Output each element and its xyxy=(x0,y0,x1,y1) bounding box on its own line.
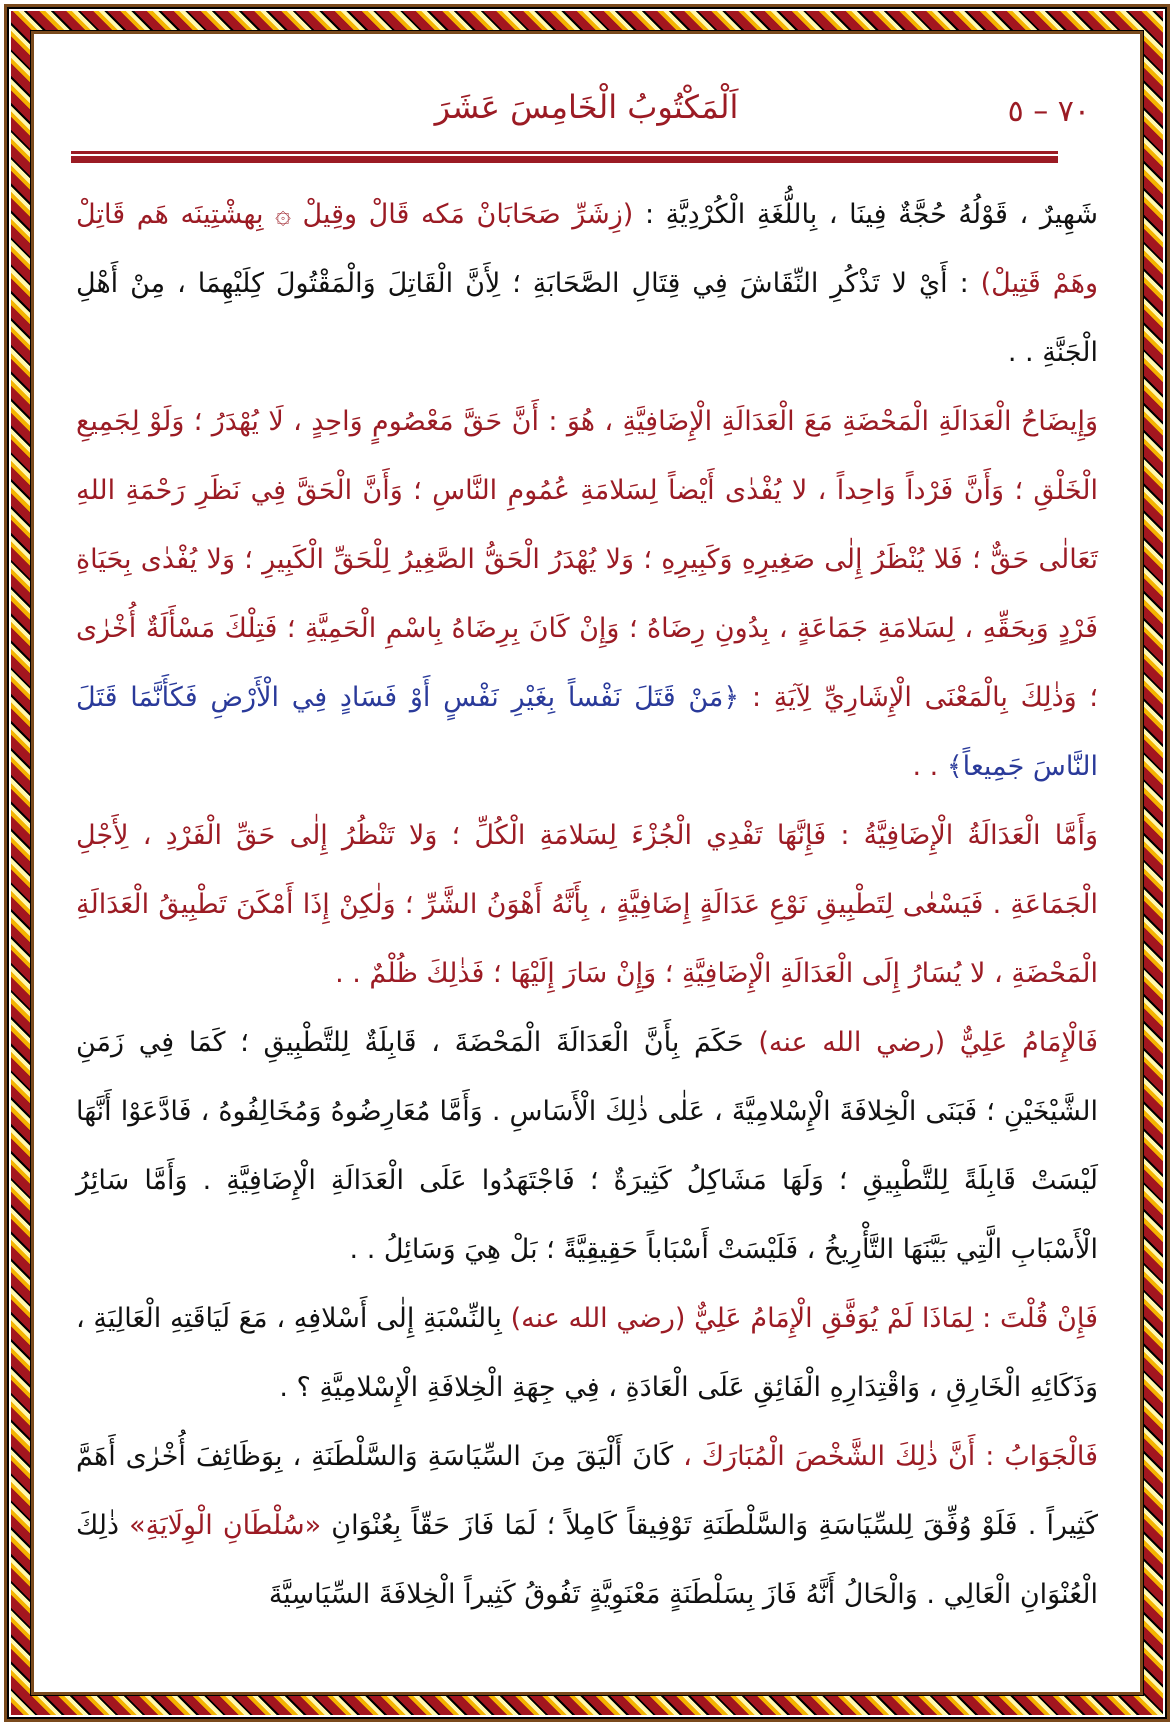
paragraph xyxy=(76,801,1098,1008)
page-title: اَلْمَكْتُوبُ الْخَامِسَ عَشَرَ xyxy=(434,88,739,126)
paragraph xyxy=(76,180,1098,387)
paragraph xyxy=(76,387,1098,801)
body-text: حَكَمَ بِأَنَّ الْعَدَالَةَ الْمَحْضَةَ ، قَابِلَةٌ لِلتَّطْبِيقِ ؛ كَمَا فِي زَمَنِ الشَّيْخَيْنِ ؛ فَبَنَى الْخِلافَةَ الْإِسْلامِيَّةَ ، عَلٰى ذٰلِكَ الْأَسَاسِ . وَأَمَّا مُعَارِضُوهُ وَمُخَالِفُوهُ ، فَادَّعَوْا أَنَّهَا لَيْسَتْ قَابِلَةً لِلتَّطْبِيقِ ؛ وَلَهَا مَشَاكِلُ كَثِيرَةٌ ؛ فَاجْتَهَدُوا عَلَى الْعَدَالَةِ الْإِضَافِيَّةِ . وَأَمَّا سَائِرُ الْأَسْبَابِ الَّتِي بَيَّنَهَا التَّأْرِيخُ ، فَلَيْسَتْ أَسْبَاباً حَقِيقِيَّةً ؛ بَلْ هِيَ وَسَائِلُ . . xyxy=(76,1027,1098,1265)
header-rule-thick xyxy=(71,156,1058,163)
body-text: كَانَ أَلْيَقَ مِنَ السِّيَاسَةِ وَالسَّلْطَنَةِ ، بِوَظَائِفَ أُخْرٰى أَهَمَّ كَثِيراً . فَلَوْ وُفِّقَ لِلسِّيَاسَةِ وَالسَّلْطَنَةِ تَوْفِيقاً كَامِلاً ؛ لَمَا فَازَ حَقّاً بِعُنْوَانِ xyxy=(76,1441,1098,1541)
emphasized-text: (زِشَرِّ صَحَابَانْ مَكه قَالْ وقِيلْ ۞ بِهشْتِينَه هَم قَاتِلْ وهَمْ قَتِيلْ) xyxy=(76,199,1098,299)
emphasized-text: وَأَمَّا الْعَدَالَةُ الْإِضَافِيَّةُ : فَإِنَّهَا تَفْدِي الْجُزْءَ لِسَلامَةِ الْكُلِّ ؛ وَلا تَنْظُرُ إِلٰى حَقِّ الْفَرْدِ ، لِأَجْلِ الْجَمَاعَةِ . فَيَسْعٰى لِتَطْبِيقِ نَوْعِ عَدَالَةٍ إِضَافِيَّةٍ ، بِأَنَّهُ أَهْوَنُ الشَّرِّ ؛ وَلٰكِنْ إِذَا أَمْكَنَ تَطْبِيقُ الْعَدَالَةِ الْمَحْضَةِ ، لا يُسَارُ إِلَى الْعَدَالَةِ الْإِضَافِيَّةِ ؛ وَإِنْ سَارَ إِلَيْهَا ؛ فَذٰلِكَ ظُلْمٌ . . xyxy=(76,820,1098,989)
body-text: شَهِيرٌ ، قَوْلُهُ حُجَّةٌ فِينَا ، بِاللُّغَةِ الْكُرْدِيَّةِ : xyxy=(633,199,1098,230)
emphasized-text: فَالْإِمَامُ عَلِيٌّ (رضي الله عنه) xyxy=(743,1027,1098,1058)
emphasized-text: . . xyxy=(912,751,947,782)
page-header xyxy=(71,88,1102,148)
paragraph xyxy=(76,1284,1098,1422)
emphasized-text: «سُلْطَانِ الْوِلَايَةِ» xyxy=(129,1510,322,1541)
quran-verse: ﴿مَنْ قَتَلَ نَفْساً بِغَيْرِ نَفْسٍ أَوْ فَسَادٍ فِي الْأَرْضِ فَكَأَنَّمَا قَتَلَ النَّاسَ جَمِيعاً﴾ xyxy=(76,682,1098,782)
emphasized-text: فَالْجَوَابُ : أَنَّ ذٰلِكَ الشَّخْصَ الْمُبَارَكَ ، xyxy=(673,1441,1098,1472)
page-number: ٧٠ – ٥ xyxy=(1007,94,1090,129)
paragraph xyxy=(76,1008,1098,1284)
body-text: : أَيْ لا تَذْكُرِ النِّقَاشَ فِي قِتَالِ الصَّحَابَةِ ؛ لِأَنَّ الْقَاتِلَ وَالْمَقْتُولَ كِلَيْهِمَا ، مِنْ أَهْلِ الْجَنَّةِ . . xyxy=(76,268,1098,368)
page-body xyxy=(76,180,1098,1629)
body-text: بِالنِّسْبَةِ إِلٰى أَسْلافِهِ ، مَعَ لَيَاقَتِهِ الْعَالِيَةِ ، وَذَكَائِهِ الْخَارِقِ ، وَاقْتِدَارِهِ الْفَائِقِ عَلَى الْعَادَةِ ، فِي جِهَةِ الْخِلافَةِ الْإِسْلامِيَّةِ ؟ . xyxy=(76,1303,1098,1403)
paragraph xyxy=(76,1422,1098,1629)
header-rule-thin xyxy=(71,151,1058,154)
emphasized-text: وَإِيضَاحُ الْعَدَالَةِ الْمَحْضَةِ مَعَ الْعَدَالَةِ الْإِضَافِيَّةِ ، هُوَ : أَنَّ حَقَّ مَعْصُومٍ وَاحِدٍ ، لَا يُهْدَرُ ؛ وَلَوْ لِجَمِيعِ الْخَلْقِ ؛ وَأَنَّ فَرْداً وَاحِداً ، لا يُفْدٰى أَيْضاً لِسَلامَةِ عُمُومِ النَّاسِ ؛ وَأَنَّ الْحَقَّ فِي نَظَرِ رَحْمَةِ اللهِ تَعَالٰى حَقٌّ ؛ فَلا يُنْظَرُ إِلٰى صَغِيرِهِ وَكَبِيرِهِ ؛ وَلا يُهْدَرُ الْحَقُّ الصَّغِيرُ لِلْحَقِّ الْكَبِيرِ ؛ وَلا يُفْدٰى بِحَيَاةِ فَرْدٍ وَبِحَقِّهِ ، لِسَلامَةِ جَمَاعَةٍ ، بِدُونِ رِضَاهُ ؛ وَإِنْ كَانَ بِرِضَاهُ بِاسْمِ الْحَمِيَّةِ ؛ فَتِلْكَ مَسْأَلَةٌ أُخْرٰى ؛ وَذٰلِكَ بِالْمَعْنَى الْإِشَارِيِّ لِآيَةِ : xyxy=(76,406,1098,713)
emphasized-text: فَإِنْ قُلْتَ : لِمَاذَا لَمْ يُوَفَّقِ الْإِمَامُ عَلِيٌّ (رضي الله عنه) xyxy=(501,1303,1098,1334)
body-text: ذٰلِكَ الْعُنْوَانِ الْعَالِي . وَالْحَالُ أَنَّهُ فَازَ بِسَلْطَنَةٍ مَعْنَوِيَّةٍ تَفُوقُ كَثِيراً الْخِلافَةَ السِّيَاسِيَّةَ xyxy=(76,1510,1098,1610)
